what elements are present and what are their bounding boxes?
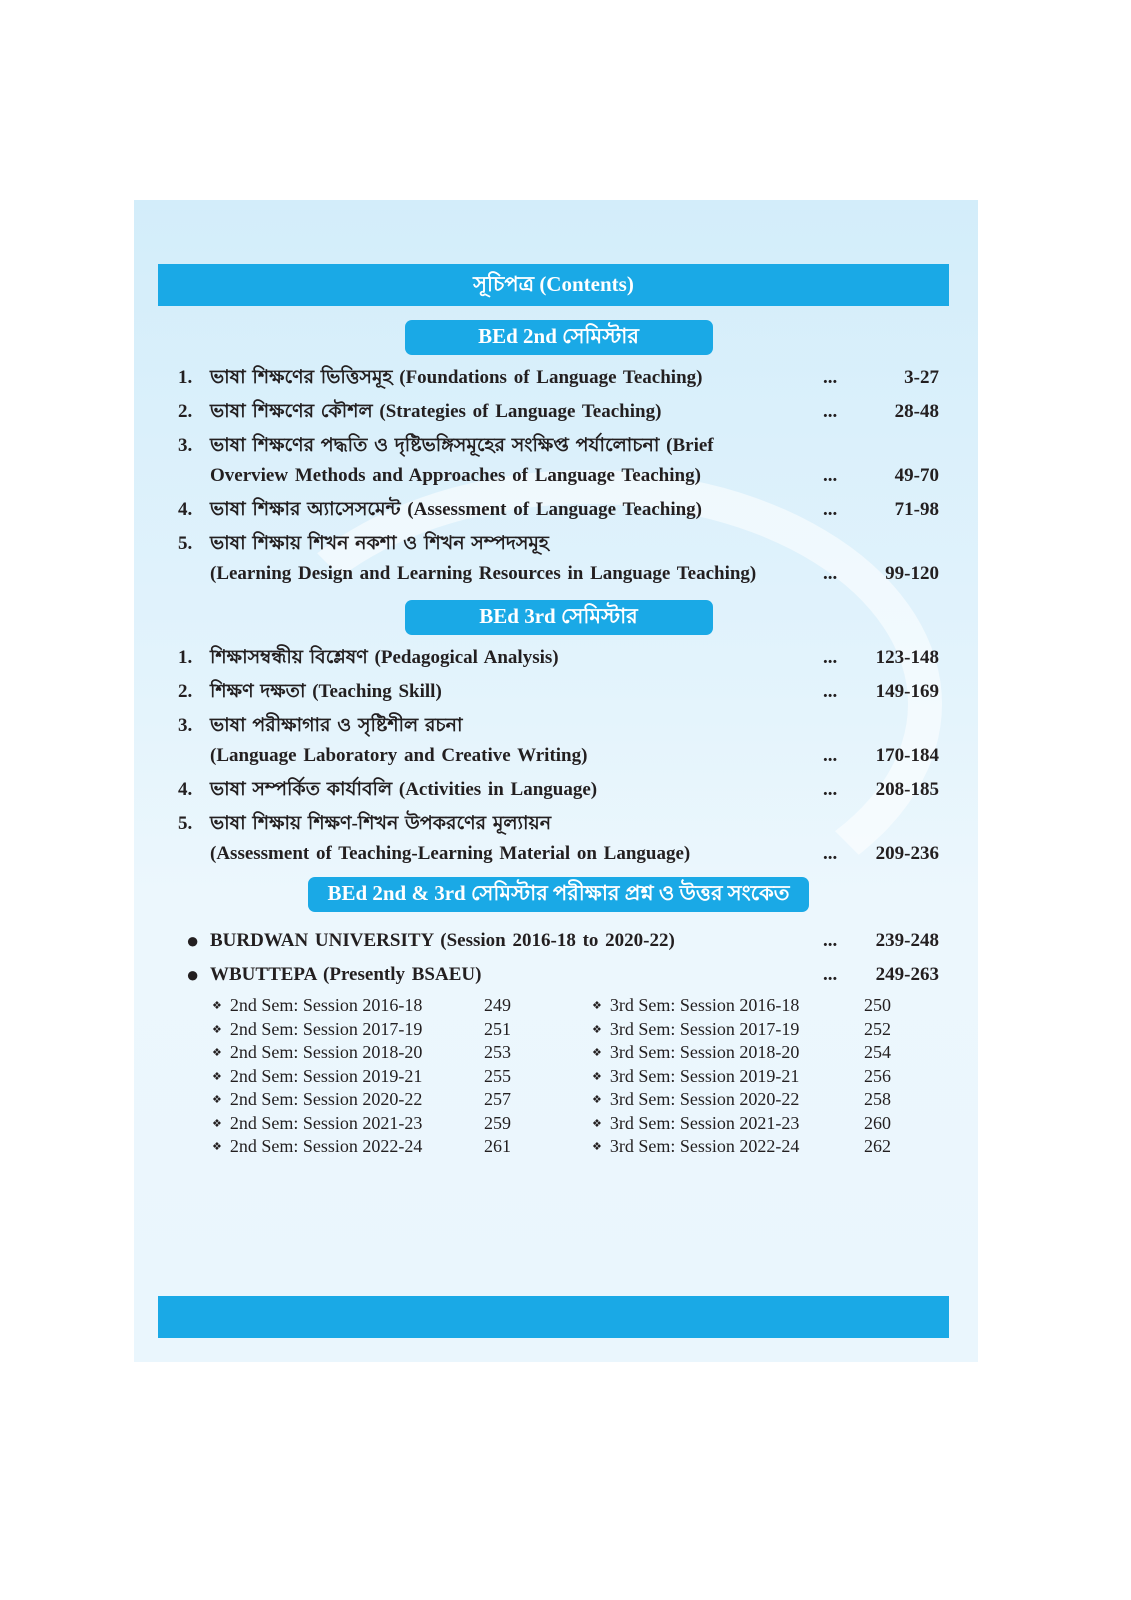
session-list (178, 994, 939, 1159)
entry-title: ভাষা শিক্ষণের পদ্ধতি ও দৃষ্টিভঙ্গিসমূহের সংক্ষিপ্ত পর্যালোচনা (Brief (210, 435, 714, 456)
entry-number: 5. (178, 813, 193, 834)
session-label: 2nd Sem: Session 2019-21 (229, 1065, 423, 1086)
leader-dots: ... (823, 964, 838, 985)
session-entry (592, 1041, 939, 1065)
entry-end (823, 711, 939, 741)
entry-end (823, 431, 939, 461)
session-page: 260 (864, 1112, 891, 1133)
toc-entry-line (178, 711, 939, 741)
diamond-icon: ❖ (212, 1047, 222, 1059)
entry-number: 3. (178, 435, 193, 456)
entry-number: 5. (178, 533, 193, 554)
entry-title: ভাষা শিক্ষার অ্যাসেসমেন্ট (Assessment of Language Teaching) (210, 499, 702, 520)
entry-number-spacer (178, 461, 210, 491)
session-page: 256 (864, 1065, 891, 1086)
section-heading-2: BEd 3rd সেমিস্টার (405, 600, 713, 635)
session-column-right (592, 994, 939, 1159)
session-page: 258 (864, 1089, 891, 1109)
entry-number-spacer (178, 559, 210, 589)
entry-end (823, 643, 939, 673)
session-label: 3rd Sem: Session 2021-23 (609, 1112, 800, 1133)
entry-title: (Language Laboratory and Creative Writing) (210, 745, 588, 766)
session-label: 2nd Sem: Session 2017-19 (229, 1018, 423, 1039)
exam-entry (178, 960, 939, 990)
session-entry (592, 1065, 939, 1089)
entry-end (823, 529, 939, 559)
toc-item (178, 495, 939, 525)
bullet-icon: ● (186, 962, 200, 987)
leader-dots: ... (823, 647, 838, 668)
session-label-wrap (592, 1065, 864, 1090)
session-label: 2nd Sem: Session 2022-24 (229, 1136, 423, 1156)
session-label-wrap (212, 1041, 484, 1066)
entry-number: 1. (178, 367, 193, 388)
session-label: 3rd Sem: Session 2016-18 (609, 995, 800, 1015)
entry-title: ভাষা পরীক্ষাগার ও সৃষ্টিশীল রচনা (210, 715, 463, 736)
entry-number: 4. (178, 499, 193, 520)
entry-number: 1. (178, 647, 193, 668)
toc-item (178, 775, 939, 805)
session-page: 259 (484, 1112, 511, 1133)
session-label-wrap (212, 994, 484, 1019)
diamond-icon: ❖ (592, 1117, 602, 1130)
entry-title: ভাষা সম্পর্কিত কার্যাবলি (Activities in Language) (210, 779, 598, 800)
toc-entry-line (178, 529, 939, 559)
session-page: 250 (864, 995, 891, 1015)
entry-end (823, 397, 939, 427)
entry-pages: 49-70 (894, 465, 939, 486)
session-label-wrap (212, 1135, 484, 1160)
leader-dots: ... (823, 745, 838, 766)
entry-title: শিক্ষণ দক্ষতা (Teaching Skill) (210, 681, 442, 702)
entry-pages: 149-169 (875, 681, 939, 702)
toc-item (178, 431, 939, 491)
leader-dots: ... (823, 367, 838, 388)
entry-number-spacer (178, 839, 210, 869)
entry-pages: 71-98 (894, 499, 939, 520)
diamond-icon: ❖ (592, 1141, 602, 1153)
session-entry (212, 1135, 592, 1159)
entry-title: (Learning Design and Learning Resources in Language Teaching) (210, 563, 757, 584)
entry-pages: 28-48 (894, 401, 939, 422)
entry-end (823, 461, 939, 491)
leader-dots: ... (823, 563, 838, 584)
toc-entry-line (178, 677, 939, 707)
entry-number: 2. (178, 681, 193, 702)
toc-entry-line (178, 363, 939, 393)
session-label: 3rd Sem: Session 2018-20 (609, 1042, 800, 1062)
leader-dots: ... (823, 681, 838, 702)
session-entry (592, 1088, 939, 1112)
session-label: 3rd Sem: Session 2020-22 (609, 1089, 800, 1109)
exam-entry-title: BURDWAN UNIVERSITY (Session 2016-18 to 2020-22) (210, 930, 675, 951)
entry-pages: 123-148 (875, 647, 939, 668)
entry-end (823, 495, 939, 525)
diamond-icon: ❖ (592, 1047, 602, 1059)
entry-end (823, 775, 939, 805)
session-label-wrap (212, 1112, 484, 1137)
session-label: 3rd Sem: Session 2022-24 (609, 1136, 800, 1156)
session-page: 251 (484, 1018, 511, 1039)
entry-pages: 209-236 (875, 843, 939, 864)
session-entry (212, 1065, 592, 1089)
toc-item (178, 711, 939, 771)
toc-item (178, 363, 939, 393)
entry-title: ভাষা শিক্ষণের কৌশল (Strategies of Language Teaching) (210, 401, 662, 422)
exam-entry (178, 926, 939, 956)
entry-pages: 99-120 (885, 563, 939, 584)
entry-pages: 208-185 (875, 779, 939, 800)
entry-title: ভাষা শিক্ষায় শিখন নকশা ও শিখন সম্পদসমূহ (210, 533, 549, 554)
entry-title: Overview Methods and Approaches of Language Teaching) (210, 465, 701, 486)
contents-title-bar (158, 264, 949, 306)
leader-dots: ... (823, 779, 838, 800)
diamond-icon: ❖ (212, 1117, 222, 1130)
entry-end (823, 363, 939, 393)
entry-number-spacer (178, 741, 210, 771)
entry-pages: 239-248 (875, 930, 939, 951)
session-label: 2nd Sem: Session 2020-22 (229, 1089, 423, 1109)
session-label: 3rd Sem: Session 2019-21 (609, 1065, 800, 1086)
session-label-wrap (592, 1112, 864, 1137)
entry-number: 3. (178, 715, 193, 736)
toc-item (178, 397, 939, 427)
toc-entry-line (178, 839, 939, 869)
session-page: 252 (864, 1018, 891, 1039)
entry-end (823, 926, 939, 956)
toc-entry-line (178, 461, 939, 491)
session-page: 262 (864, 1136, 891, 1156)
session-entry (592, 1135, 939, 1159)
session-page: 255 (484, 1065, 511, 1086)
session-entry (592, 994, 939, 1018)
leader-dots: ... (823, 401, 838, 422)
diamond-icon: ❖ (212, 1023, 222, 1036)
diamond-icon: ❖ (212, 1070, 222, 1083)
toc-item (178, 677, 939, 707)
entry-end (823, 960, 939, 990)
session-label: 2nd Sem: Session 2021-23 (229, 1112, 423, 1133)
diamond-icon: ❖ (592, 1000, 602, 1012)
session-label-wrap (212, 1018, 484, 1043)
diamond-icon: ❖ (212, 1000, 222, 1012)
session-label-wrap (592, 1041, 864, 1066)
session-label: 3rd Sem: Session 2017-19 (609, 1018, 800, 1039)
session-label-wrap (592, 1135, 864, 1160)
entry-number: 2. (178, 401, 193, 422)
session-page: 249 (484, 995, 511, 1015)
footer-bar (158, 1296, 949, 1338)
session-page: 253 (484, 1042, 511, 1062)
session-column-left (212, 994, 592, 1159)
diamond-icon: ❖ (212, 1094, 222, 1106)
session-label: 2nd Sem: Session 2018-20 (229, 1042, 423, 1062)
session-label-wrap (592, 1018, 864, 1043)
toc-entry-line (178, 495, 939, 525)
toc-entry-line (178, 397, 939, 427)
session-label-wrap (212, 1065, 484, 1090)
contents-title: সূচিপত্র (Contents) (473, 271, 634, 296)
entry-title: ভাষা শিক্ষায় শিক্ষণ-শিখন উপকরণের মূল্যায়ন (210, 813, 552, 834)
session-label-wrap (592, 1088, 864, 1113)
leader-dots: ... (823, 499, 838, 520)
entry-title: শিক্ষাসম্বন্ধীয় বিশ্লেষণ (Pedagogical Analysis) (210, 647, 559, 668)
entry-pages: 170-184 (875, 745, 939, 766)
toc-entry-line (178, 431, 939, 461)
entry-title: ভাষা শিক্ষণের ভিত্তিসমূহ (Foundations of Language Teaching) (210, 367, 703, 388)
entry-end (823, 839, 939, 869)
session-entry (592, 1112, 939, 1136)
entry-title: (Assessment of Teaching-Learning Material on Language) (210, 843, 691, 864)
bullet-icon: ● (186, 928, 200, 953)
toc-entry-line (178, 643, 939, 673)
toc-item (178, 643, 939, 673)
toc-entry-line (178, 741, 939, 771)
session-entry (592, 1018, 939, 1042)
diamond-icon: ❖ (592, 1094, 602, 1106)
entry-end (823, 741, 939, 771)
contents-list (178, 320, 939, 1159)
session-page: 254 (864, 1042, 891, 1062)
session-entry (212, 1112, 592, 1136)
toc-item (178, 809, 939, 869)
entry-number: 4. (178, 779, 193, 800)
diamond-icon: ❖ (212, 1141, 222, 1153)
session-entry (212, 1018, 592, 1042)
entry-end (823, 677, 939, 707)
toc-entry-line (178, 775, 939, 805)
diamond-icon: ❖ (592, 1070, 602, 1083)
session-label: 2nd Sem: Session 2016-18 (229, 995, 423, 1015)
session-entry (212, 994, 592, 1018)
leader-dots: ... (823, 843, 838, 864)
toc-item (178, 529, 939, 589)
exam-heading: BEd 2nd & 3rd সেমিস্টার পরীক্ষার প্রশ্ন ও উত্তর সংকেত (308, 877, 809, 912)
leader-dots: ... (823, 930, 838, 951)
session-page: 257 (484, 1089, 511, 1109)
toc-entry-line (178, 559, 939, 589)
section-heading-1: BEd 2nd সেমিস্টার (405, 320, 713, 355)
toc-entry-line (178, 809, 939, 839)
diamond-icon: ❖ (592, 1023, 602, 1036)
entry-end (823, 809, 939, 839)
leader-dots: ... (823, 465, 838, 486)
entry-end (823, 559, 939, 589)
session-label-wrap (592, 994, 864, 1019)
session-page: 261 (484, 1136, 511, 1156)
session-entry (212, 1041, 592, 1065)
entry-pages: 249-263 (875, 964, 939, 985)
exam-entry-title: WBUTTEPA (Presently BSAEU) (210, 964, 482, 985)
session-entry (212, 1088, 592, 1112)
entry-pages: 3-27 (904, 367, 939, 388)
session-label-wrap (212, 1088, 484, 1113)
